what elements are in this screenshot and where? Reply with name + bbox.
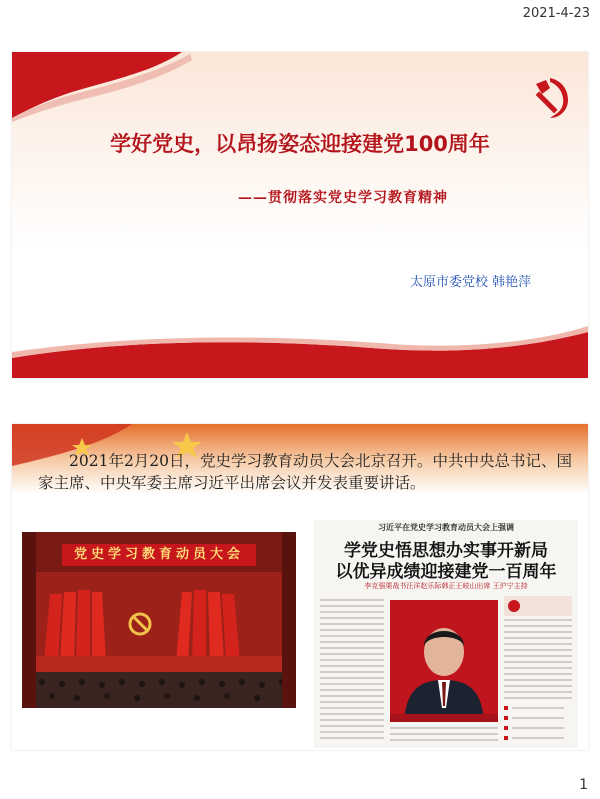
slide-subtitle: ——贯彻落实党史学习教育精神: [238, 190, 448, 206]
conference-banner-text: 党史学习教育动员大会: [62, 544, 256, 566]
event-description: 2021年2月20日，党史学习教育动员大会北京召开。中共中央总书记、国家主席、中央军委主席习近平出席会议并发表重要讲话。: [38, 452, 573, 492]
slide-news: [12, 424, 588, 750]
red-wave-decoration: [12, 318, 588, 378]
red-flag-decoration: [12, 52, 192, 122]
news-kicker: 习近平在党史学习教育动员大会上强调: [378, 523, 514, 532]
print-date: 2021-4-23: [522, 6, 590, 21]
conference-hall-photo: [22, 532, 296, 708]
news-headline-1: 学党史悟思想办实事开新局: [344, 541, 548, 561]
slide-title: [12, 52, 588, 378]
page-number: 1: [579, 777, 588, 793]
slide-main-title: 学好党史，以昂扬姿态迎接建党100周年: [110, 132, 490, 156]
newspaper-clipping: [314, 520, 578, 748]
news-body-decoration: [314, 520, 578, 748]
news-byline: 李克强栗战书汪洋赵乐际韩正王岐山出席 王沪宁主持: [364, 582, 528, 590]
news-headline-2: 以优异成绩迎接建党一百周年: [335, 562, 557, 582]
party-emblem-icon: [526, 74, 574, 122]
slide-author: 太原市委党校 韩艳萍: [410, 275, 532, 290]
